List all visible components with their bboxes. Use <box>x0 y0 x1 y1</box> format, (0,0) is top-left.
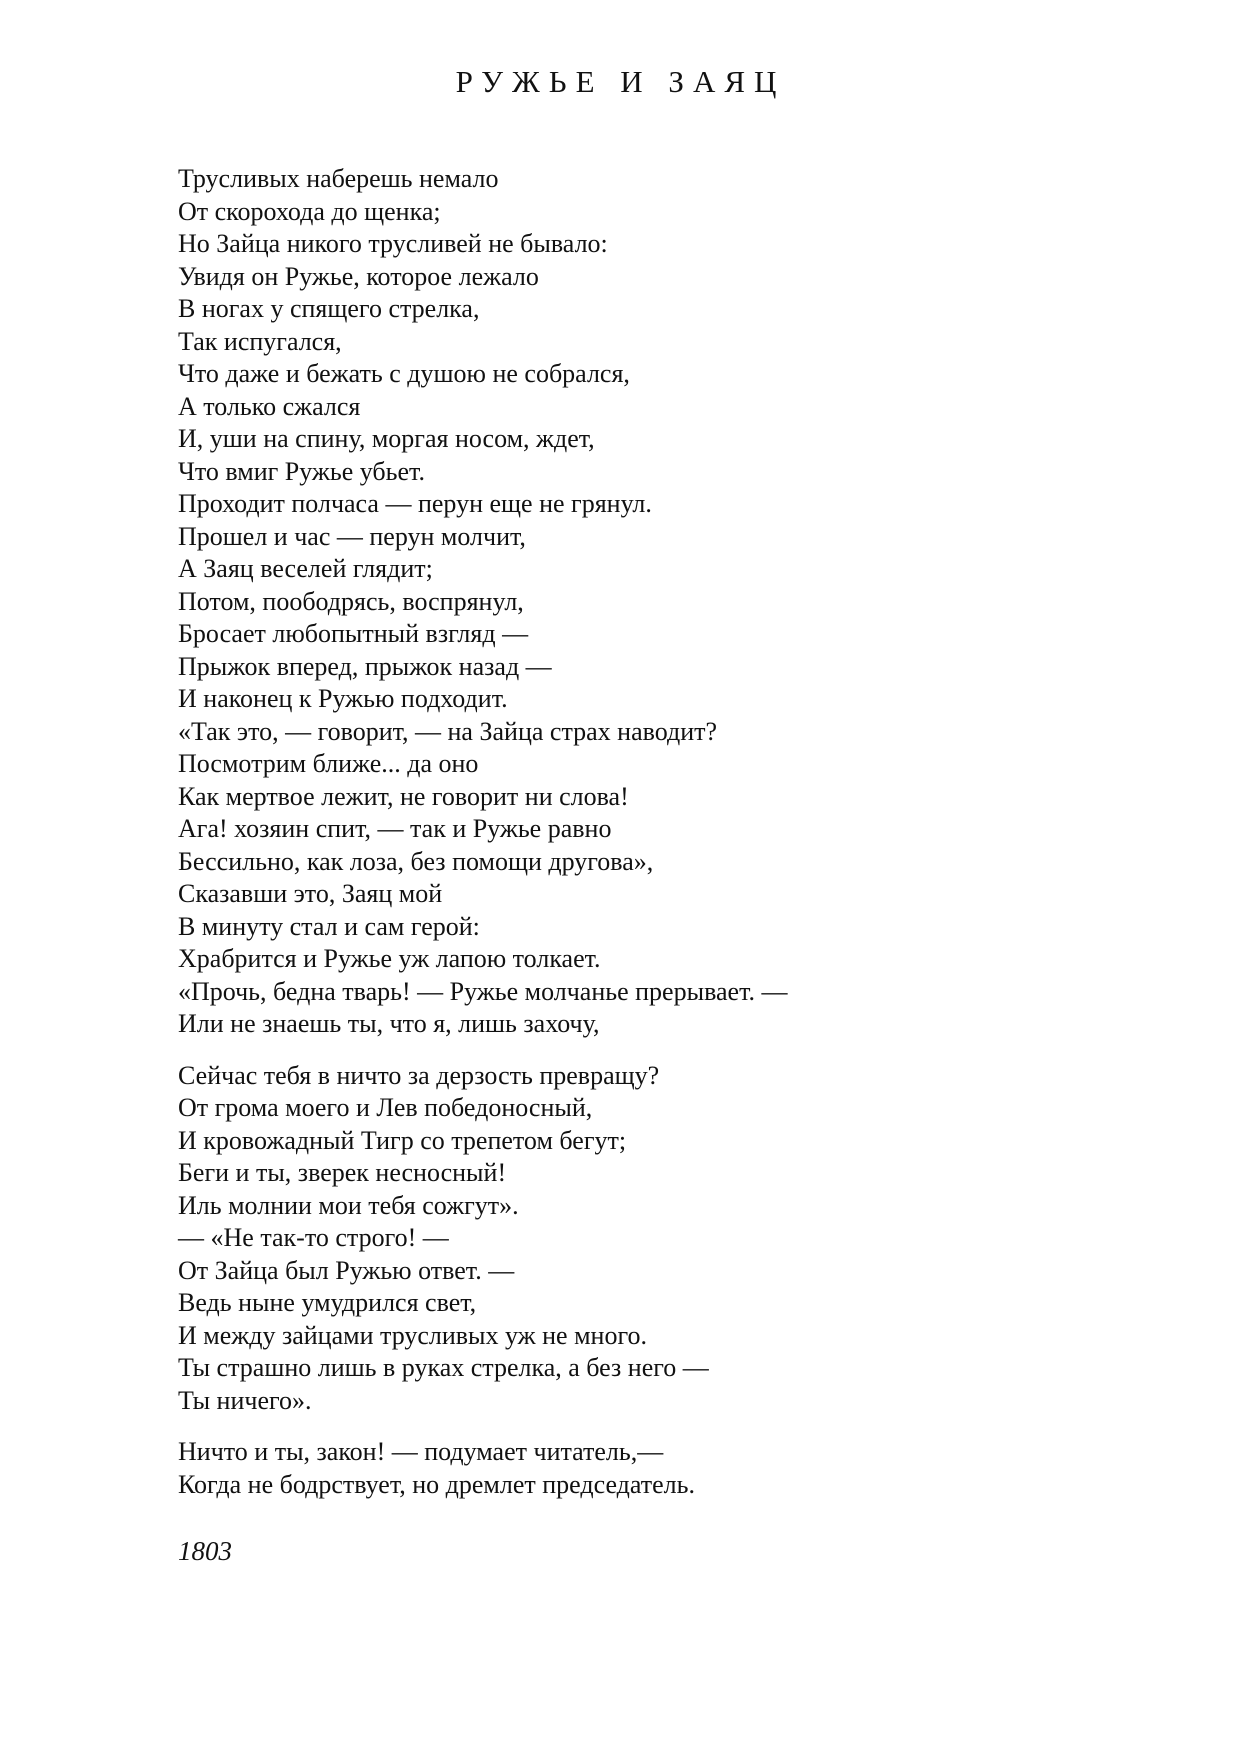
poem-line: А только сжался <box>178 391 361 421</box>
poem-line: Но Зайца никого трусливей не бывало: <box>178 229 608 258</box>
poem-line: Что даже и бежать с душою не собрался, <box>178 359 630 388</box>
poem-line: Как мертвое лежит, не говорит ни слова! <box>178 781 629 811</box>
poem-line: — «Не так-то строго! — <box>178 1223 449 1252</box>
stanza-1 <box>178 163 1178 1041</box>
poem-line: Ты ничего». <box>178 1385 312 1415</box>
poem-line: «Так это, — говорит, — на Зайца страх наводит? <box>178 716 718 746</box>
poem-line: В ногах у спящего стрелка, <box>178 294 480 323</box>
poem-line: Сейчас тебя в ничто за дерзость превращу? <box>178 1060 660 1090</box>
poem-line: Когда не бодрствует, но дремлет председатель. <box>178 1469 695 1499</box>
poem-line: И между зайцами трусливых уж не много. <box>178 1320 647 1350</box>
poem-line: Ведь ныне умудрился свет, <box>178 1288 477 1317</box>
poem-line: Потом, поободрясь, воспрянул, <box>178 586 524 616</box>
poem-line: От скорохода до щенка; <box>178 196 441 226</box>
poem-line: Храбрится и Ружье уж лапою толкает. <box>178 944 601 973</box>
poem-line: Увидя он Ружье, которое лежало <box>178 261 539 291</box>
poem-line: Или не знаешь ты, что я, лишь захочу, <box>178 1009 600 1038</box>
poem-line: От грома моего и Лев победоносный, <box>178 1093 593 1122</box>
poem-line: А Заяц веселей глядит; <box>178 554 433 583</box>
poem-line: Так испугался, <box>178 326 342 356</box>
poem-line: И, уши на спину, моргая носом, ждет, <box>178 424 595 453</box>
poem-year: 1803 <box>178 1536 232 1566</box>
poem-title: РУЖЬЕ И ЗАЯЦ <box>455 64 786 99</box>
poem-line: Иль молнии мои тебя сожгут». <box>178 1190 519 1220</box>
stanza-3 <box>178 1436 1178 1501</box>
poem-line: Бросает любопытный взгляд — <box>178 619 529 648</box>
stanza-2 <box>178 1060 1178 1418</box>
poem-line: Бессильно, как лоза, без помощи другова», <box>178 846 654 876</box>
poem-line: Ничто и ты, закон! — подумает читатель,— <box>178 1437 664 1466</box>
poem-line: Ты страшно лишь в руках стрелка, а без него — <box>178 1353 709 1382</box>
poem-line: Проходит полчаса — перун еще не грянул. <box>178 489 652 518</box>
poem-line: Сказавши это, Заяц мой <box>178 879 443 908</box>
poem-line: От Зайца был Ружью ответ. — <box>178 1255 515 1285</box>
poem-line: «Прочь, бедна тварь! — Ружье молчанье прерывает. — <box>178 976 788 1006</box>
poem-line: Трусливых наберешь немало <box>178 164 499 193</box>
poem-line: Посмотрим ближе... да оно <box>178 749 479 778</box>
poem-line: Прошел и час — перун молчит, <box>178 521 526 551</box>
poem-line: Что вмиг Ружье убьет. <box>178 456 425 486</box>
poem-line: Прыжок вперед, прыжок назад — <box>178 651 552 681</box>
poem-line: Беги и ты, зверек несносный! <box>178 1158 507 1187</box>
poem-line: В минуту стал и сам герой: <box>178 911 480 941</box>
poem-line: И наконец к Ружью подходит. <box>178 684 508 713</box>
poem-line: И кровожадный Тигр со трепетом бегут; <box>178 1125 627 1155</box>
poem-body <box>178 163 1178 1501</box>
poem-line: Ага! хозяин спит, — так и Ружье равно <box>178 814 612 843</box>
